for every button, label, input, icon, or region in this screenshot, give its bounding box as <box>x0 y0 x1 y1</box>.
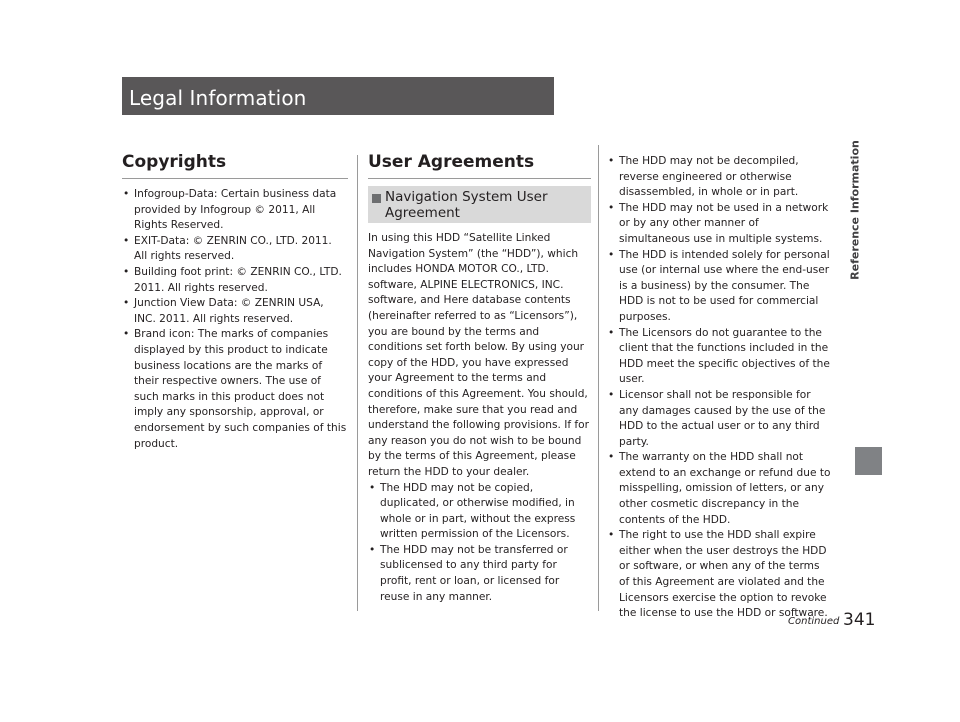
user-agreements-heading: User Agreements <box>368 152 591 179</box>
list-item-text: The HDD may not be decompiled, reverse engineered or otherwise disassembled, in whole or in part. <box>619 155 799 199</box>
list-item-text: Junction View Data: © ZENRIN USA, INC. 2011. All rights reserved. <box>134 297 324 325</box>
list-item: • The right to use the HDD shall expire either when the user destroys the HDD or software, or when any of the terms of this Agreement are violated and the Licensors exercise the option to revoke the license to use the HDD or software. <box>608 529 828 620</box>
list-item-text: Brand icon: The marks of companies displayed by this product to indicate business locations are the marks of their respective owners. The use of such marks in this product does not imply any sponsorship, approval, or endorsement by such companies of this product. <box>134 328 347 450</box>
page-number: 341 <box>843 610 876 630</box>
title-bar <box>122 77 554 115</box>
list-item-text: The HDD may not be used in a network or by any other manner of simultaneous use in multiple systems. <box>619 201 829 245</box>
list-item: • EXIT-Data: © ZENRIN CO., LTD. 2011. All rights reserved. <box>123 234 332 263</box>
list-item: • Licensor shall not be responsible for any damages caused by the use of the HDD to the actual user or to any third party. <box>608 388 826 448</box>
list-item-text: The warranty on the HDD shall not extend to an exchange or refund due to misspelling, omission of letters, or any other cosmetic discrepancy in the contents of the HDD. <box>619 451 831 526</box>
sidebar-label-text: Reference Information <box>848 140 862 280</box>
sidebar-label <box>848 135 862 285</box>
copyrights-heading: Copyrights <box>122 152 348 179</box>
subsection-title: Navigation System User Agreement <box>385 189 548 221</box>
agreement-intro: In using this HDD “Satellite Linked Navigation System” (the “HDD”), which includes HONDA MOTOR CO., LTD. software, ALPINE ELECTRONICS, INC. software, and Here database contents (hereinafter referred to as “Licensors”), you are bound by the terms and conditions set forth below. By using your copy of the HDD, you have expressed your Agreement to the terms and conditions of this Agreement. You should, therefore, make sure that you read and understand the following provisions. If for any reason you do not wish to be bound by the terms of this Agreement, please return the HDD to your dealer. <box>368 232 589 478</box>
column-divider-2 <box>598 145 599 611</box>
list-item: • The HDD may not be copied, duplicated, or otherwise modified, in whole or in part, without the express written permission of the Licensors. <box>369 481 576 541</box>
list-item: • Infogroup-Data: Certain business data provided by Infogroup © 2011, All Rights Reserved. <box>123 188 337 232</box>
column-divider-1 <box>357 155 358 611</box>
section-tab <box>855 447 882 475</box>
list-item: • Brand icon: The marks of companies displayed by this product to indicate business locations are the marks of their respective owners. The use of such marks in this product does not imply any sponsorship, approval, or endorsement by such companies of this product. <box>123 328 347 450</box>
list-item-text: EXIT-Data: © ZENRIN CO., LTD. 2011. All rights reserved. <box>134 234 332 263</box>
copyrights-column <box>122 152 348 452</box>
copyrights-list <box>122 187 348 452</box>
user-agreements-column <box>368 152 591 605</box>
page-title: Legal Information <box>129 86 307 110</box>
list-item-text: The right to use the HDD shall expire either when the user destroys the HDD or software, or when any of the terms of this Agreement are violated and the Licensors exercise the option to revoke the license to use the HDD or software. <box>619 529 828 620</box>
list-item: • Junction View Data: © ZENRIN USA, INC. 2011. All rights reserved. <box>123 297 324 325</box>
list-item-text: The HDD is intended solely for personal use (or internal use where the end-user is a business) by the consumer. The HDD is not to be used for commercial purposes. <box>619 248 830 323</box>
list-item: • The Licensors do not guarantee to the client that the functions included in the HDD meet the specific objectives of the user. <box>608 326 830 386</box>
list-item: • The HDD is intended solely for personal use (or internal use where the end-user is a business) by the consumer. The HDD is not to be used for commercial purposes. <box>608 248 830 323</box>
list-item-text: Building foot print: © ZENRIN CO., LTD. 2011. All rights reserved. <box>134 265 342 294</box>
agreement-terms-list <box>607 154 833 622</box>
list-item: • Building foot print: © ZENRIN CO., LTD. 2011. All rights reserved. <box>123 265 342 294</box>
subsection-header <box>368 186 591 223</box>
agreement-list <box>368 481 591 606</box>
list-item-text: Licensor shall not be responsible for any damages caused by the use of the HDD to the actual user or to any third party. <box>619 388 826 448</box>
list-item-text: The HDD may not be copied, duplicated, or otherwise modified, in whole or in part, without the express written permission of the Licensors. <box>380 481 576 541</box>
list-item: • The HDD may not be transferred or sublicensed to any third party for profit, rent or loan, or licensed for reuse in any manner. <box>369 543 568 603</box>
square-bullet-icon <box>372 194 381 203</box>
list-item-text: Infogroup-Data: Certain business data provided by Infogroup © 2011, All Rights Reserved. <box>134 188 337 232</box>
list-item: • The warranty on the HDD shall not extend to an exchange or refund due to misspelling, omission of letters, or any other cosmetic discrepancy in the contents of the HDD. <box>608 451 831 526</box>
list-item: • The HDD may not be decompiled, reverse engineered or otherwise disassembled, in whole or in part. <box>608 155 799 199</box>
list-item: • The HDD may not be used in a network or by any other manner of simultaneous use in multiple systems. <box>608 201 829 245</box>
continued-label: Continued <box>788 616 840 627</box>
agreement-continued-column <box>607 154 833 622</box>
list-item-text: The Licensors do not guarantee to the client that the functions included in the HDD meet the specific objectives of the user. <box>619 326 830 386</box>
list-item-text: The HDD may not be transferred or sublicensed to any third party for profit, rent or loan, or licensed for reuse in any manner. <box>380 543 568 603</box>
